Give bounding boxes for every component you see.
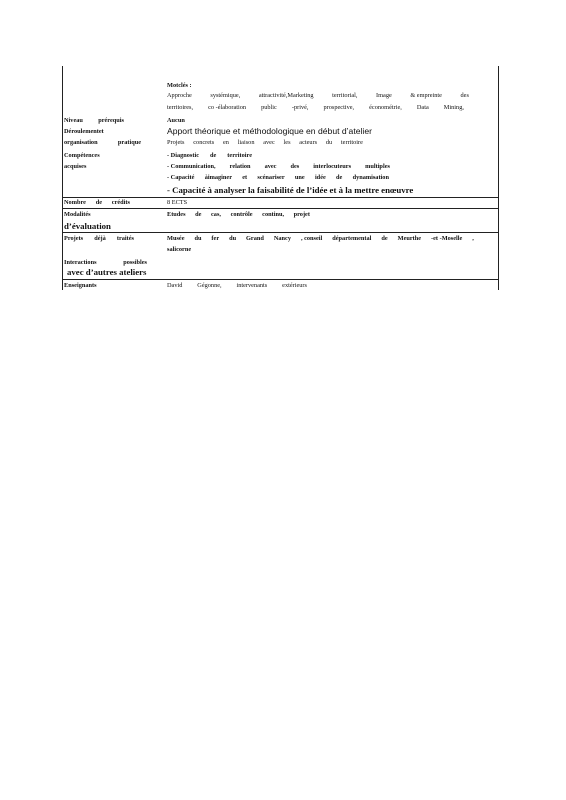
projets-value-1	[167, 235, 474, 243]
word: de	[95, 199, 103, 206]
word: Interactions	[64, 259, 97, 266]
word: et	[242, 174, 248, 181]
word: de	[195, 211, 202, 218]
competences-label-1: Compétences	[64, 152, 100, 159]
word: Etudes	[167, 211, 186, 218]
word: public	[261, 104, 277, 111]
word: territoire	[227, 152, 252, 159]
keywords-line-2	[167, 104, 464, 112]
evaluation-value	[167, 211, 310, 219]
word: interlocuteurs	[313, 163, 352, 170]
enseignants-label: Enseignants	[64, 282, 97, 289]
word: Musée	[167, 235, 185, 242]
keywords-heading: Motclés :	[167, 82, 192, 89]
word: de	[336, 174, 343, 181]
row-divider	[62, 208, 499, 209]
word: Projets	[167, 139, 185, 146]
word: Mining,	[443, 104, 464, 111]
word: Approche	[167, 92, 192, 99]
word: , conseil	[300, 235, 323, 242]
word: - Diagnostic	[167, 152, 200, 159]
word: départemental	[332, 235, 372, 242]
word: & empreinte	[410, 92, 442, 99]
word: du	[325, 139, 333, 146]
deroulement-label-2	[64, 139, 141, 147]
word: continu,	[262, 211, 285, 218]
word: -et -Moselle	[431, 235, 463, 242]
table-right-border	[498, 66, 499, 290]
word: fer	[211, 235, 220, 242]
projets-value-2: salicorne	[167, 246, 192, 253]
word: territoire	[340, 139, 363, 146]
word: pratique	[117, 139, 141, 146]
interactions-label-1	[64, 259, 147, 267]
word: de	[381, 235, 388, 242]
word: Image	[376, 92, 392, 99]
word: - Communication,	[167, 163, 216, 170]
credits-value: 8 ECTS	[167, 199, 188, 206]
word: Niveau	[64, 117, 83, 124]
word: co -élaboration	[208, 104, 247, 111]
word: du	[194, 235, 202, 242]
word: systémique,	[210, 92, 241, 99]
evaluation-label-1: Modalités	[64, 211, 91, 218]
word: possibles	[123, 259, 147, 266]
row-divider	[62, 232, 499, 233]
word: en	[222, 139, 229, 146]
course-details-table	[62, 66, 499, 290]
word: organisation	[64, 139, 98, 146]
word: Nancy	[273, 235, 291, 242]
competences-item-3	[167, 174, 389, 182]
enseignants-value	[167, 282, 307, 290]
word: crédits	[111, 199, 130, 206]
word: relation	[229, 163, 251, 170]
word: déjà	[94, 235, 106, 242]
niveau-label	[64, 117, 124, 125]
word: liaison	[237, 139, 255, 146]
word: avec	[263, 139, 275, 146]
word: territoires,	[167, 104, 194, 111]
word: Nombre	[64, 199, 86, 206]
word: projet	[293, 211, 310, 218]
deroulement-label-1: Déroulementet	[64, 128, 104, 135]
word: attractivité,Marketing	[258, 92, 314, 99]
projets-label	[64, 235, 134, 243]
word: contrôle	[230, 211, 253, 218]
row-divider	[62, 279, 499, 280]
competences-item-4: - Capacité à analyser la faisabilité de l’idée et à la mettre enœuvre	[167, 185, 414, 195]
word: àimaginer	[204, 174, 232, 181]
word: cas,	[211, 211, 221, 218]
row-divider	[62, 197, 499, 198]
keywords-line-1	[167, 92, 469, 100]
word: du	[229, 235, 237, 242]
word: prérequis	[98, 117, 124, 124]
word: une	[294, 174, 305, 181]
interactions-label-2: avec d’autres ateliers	[67, 267, 147, 277]
deroulement-value-2	[167, 139, 363, 147]
competences-label-2: acquises	[64, 163, 87, 170]
word: dynamisation	[352, 174, 389, 181]
word: prospective,	[323, 104, 355, 111]
word: -privé,	[291, 104, 309, 111]
word: idée	[314, 174, 326, 181]
niveau-value: Aucun	[167, 117, 185, 124]
word: extérieurs	[282, 282, 307, 289]
word: Projets	[64, 235, 84, 242]
competences-item-2	[167, 163, 390, 171]
deroulement-value-1: Apport théorique et méthodologique en début d’atelier	[167, 126, 372, 136]
word: concrets	[193, 139, 215, 146]
word: traités	[116, 235, 134, 242]
word: de	[210, 152, 217, 159]
word: acteurs	[299, 139, 318, 146]
word: Grand	[246, 235, 264, 242]
word: avec	[264, 163, 277, 170]
table-left-border	[62, 66, 63, 290]
word: Meurthe	[397, 235, 422, 242]
word: territorial,	[332, 92, 358, 99]
word: multiples	[365, 163, 390, 170]
evaluation-label-2: d’évaluation	[64, 221, 111, 231]
word: des	[460, 92, 469, 99]
word: des	[290, 163, 300, 170]
word: les	[283, 139, 291, 146]
word: David	[167, 282, 183, 289]
credits-label	[64, 199, 130, 207]
word: économétrie,	[369, 104, 402, 111]
word: - Capacité	[167, 174, 195, 181]
word: ,	[472, 235, 474, 242]
word: Gégonne,	[197, 282, 222, 289]
word: intervenants	[236, 282, 268, 289]
word: Data	[416, 104, 429, 111]
competences-item-1	[167, 152, 252, 160]
word: scénariser	[257, 174, 285, 181]
